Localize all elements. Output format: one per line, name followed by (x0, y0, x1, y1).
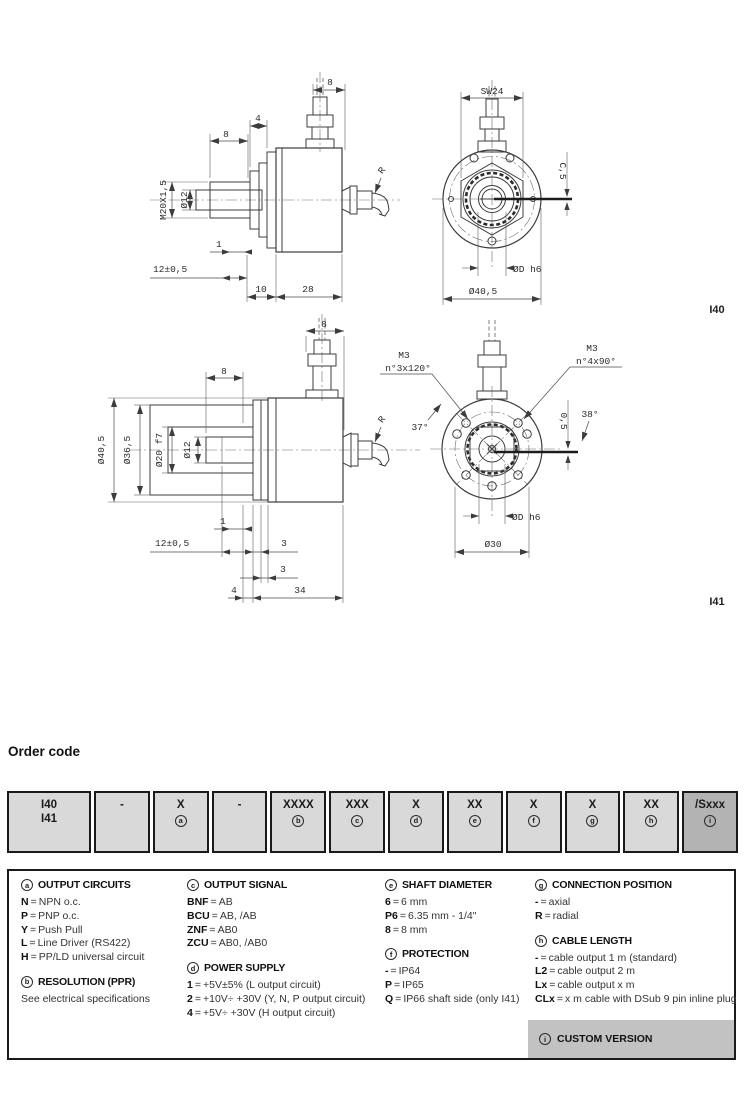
circled-letter-d: d (187, 962, 199, 974)
legend-item: P = IP65 (385, 979, 424, 992)
i41-dia20-label: Ø20 f7 (154, 432, 165, 468)
legend-note: See electrical specifications (21, 992, 150, 1005)
cell-value: X (588, 799, 597, 811)
order-code-cell-e (447, 791, 503, 853)
circled-letter-d: d (410, 815, 422, 827)
circled-letter-i: i (539, 1033, 551, 1045)
i41-dim-8-shaft: 8 (221, 366, 227, 377)
order-code-table (7, 791, 738, 853)
i41-m3-90-line1: M3 (586, 343, 598, 354)
circled-letter-c: c (351, 815, 363, 827)
i40-dim-8-bush: 8 (223, 129, 229, 140)
legend-item: L = Line Driver (RS422) (21, 937, 131, 950)
i40-dia405-label: Ø40,5 (468, 286, 498, 297)
i40-model-label: I40 (709, 304, 725, 316)
section-title: RESOLUTION (PPR) (38, 975, 136, 988)
order-code-cell-dash1 (94, 791, 150, 853)
order-code-cell-c (329, 791, 385, 853)
cell-value: /Sxxx (695, 799, 726, 811)
i41-dim-4: 4 (231, 585, 237, 596)
i41-dim-3b: 3 (280, 564, 286, 575)
section-title: CONNECTION POSITION (552, 879, 672, 891)
i40-dim-1: 1 (216, 239, 222, 250)
circled-letter-a: a (175, 815, 187, 827)
legend-item: 6 = 6 mm (385, 896, 428, 908)
order-code-cell-custom (682, 791, 738, 853)
i41-shaft-length: 12±0,5 (155, 538, 190, 549)
i41-dim-3a: 3 (281, 538, 287, 549)
section-title: CUSTOM VERSION (557, 1033, 653, 1045)
i40-chamfer-label: C,5 (557, 162, 568, 180)
order-code-cell-model (7, 791, 91, 853)
section-title: OUTPUT CIRCUITS (38, 879, 131, 891)
i40-shaft-length: 12±0,5 (153, 264, 188, 275)
i41-angle-37: 37° (411, 422, 429, 433)
i40-dim-8-gland: 8 (327, 77, 333, 88)
cell-value: X (412, 799, 420, 811)
order-code-cell-d (388, 791, 444, 853)
section-title: POWER SUPPLY (204, 962, 286, 975)
model-i40: I40 (41, 799, 57, 811)
circled-letter-e: e (385, 879, 397, 891)
i41-front-view (380, 320, 622, 558)
circled-letter-a: a (21, 879, 33, 891)
section-connection-position (535, 879, 733, 924)
legend-item: P = PNP o.c. (21, 909, 80, 922)
section-protection (385, 948, 531, 1006)
legend-item: H = PP/LD universal circuit (21, 951, 145, 964)
section-output-signal (187, 879, 379, 951)
cell-value: XXXX (283, 799, 314, 811)
cell-value: X (529, 799, 538, 811)
section-title: PROTECTION (402, 948, 469, 961)
i41-dia12-label: Ø12 (182, 441, 193, 459)
i41-dim-34: 34 (294, 585, 306, 596)
i40-dim-28: 28 (302, 284, 314, 295)
i41-dia30-label: Ø30 (484, 539, 502, 550)
i41-model-label: I41 (709, 596, 725, 608)
i41-dim-8-gland: 8 (321, 319, 327, 330)
legend-item: Q = IP66 shaft side (only I41) (385, 992, 520, 1005)
order-code-cell-g (565, 791, 621, 853)
circled-letter-i: i (704, 815, 716, 827)
i41-dia405-label: Ø40,5 (96, 435, 107, 465)
legend-item: 2 = +10V÷ +30V (Y, N, P output circuit) (187, 992, 366, 1005)
section-custom-version (528, 1020, 734, 1058)
legend-item: ZCU = AB0, /AB0 (187, 937, 268, 950)
i41-cable-r-label: R (375, 414, 389, 426)
legend-column-4 (535, 879, 737, 1018)
order-code-cell-dash2 (212, 791, 268, 853)
i41-m3-90-line2: n°4x90° (576, 356, 616, 367)
order-code-cell-f (506, 791, 562, 853)
legend-item: Lx = cable output x m (535, 979, 635, 992)
order-code-cell-h (623, 791, 679, 853)
i40-cable-r-label: R (375, 165, 389, 177)
legend-item: BCU = AB, /AB (187, 909, 257, 922)
cell-value: XXX (345, 799, 369, 811)
i40-thread-label: M20X1,5 (158, 180, 169, 220)
order-code-title: Order code (8, 744, 81, 759)
circled-letter-h: h (645, 815, 657, 827)
i41-dim-05: 0,5 (558, 412, 569, 430)
i40-front-view (432, 80, 572, 305)
circled-letter-f: f (528, 815, 540, 827)
section-title: OUTPUT SIGNAL (204, 879, 288, 891)
cell-value: - (237, 799, 242, 811)
i41-m3-120-line1: M3 (398, 350, 410, 361)
section-cable-length (535, 934, 737, 1007)
order-code-cell-a (153, 791, 209, 853)
i41-dia365-label: Ø36,5 (122, 435, 133, 465)
cell-value: - (119, 799, 124, 811)
circled-letter-b: b (292, 815, 304, 827)
section-shaft-diameter (385, 879, 531, 937)
legend-item: ZNF = AB0 (187, 923, 238, 936)
cell-value: XX (467, 799, 483, 811)
legend-column-3 (385, 879, 531, 1018)
legend-item: 4 = +5V÷ +30V (H output circuit) (187, 1006, 336, 1019)
i40-dim-4: 4 (255, 113, 261, 124)
i41-shaft-dia-label: ØD h6 (512, 512, 541, 523)
legend-column-1 (21, 879, 183, 1018)
legend-item: CLx = x m cable with DSub 9 pin inline plug (535, 992, 737, 1005)
legend-item: BNF = AB (187, 896, 233, 908)
legend-column-2 (187, 879, 379, 1032)
order-code-legend (7, 869, 736, 1060)
i40-dim-10: 10 (255, 284, 267, 295)
section-power-supply (187, 962, 379, 1020)
section-title: CABLE LENGTH (552, 934, 632, 947)
i40-sw24-label: SW24 (480, 86, 504, 97)
circled-letter-c: c (187, 879, 199, 891)
section-title: SHAFT DIAMETER (402, 879, 492, 891)
legend-item: Y = Push Pull (21, 923, 83, 936)
legend-item: P6 = 6.35 mm - 1/4" (385, 909, 477, 922)
circled-letter-b: b (21, 976, 33, 988)
circled-letter-f: f (385, 948, 397, 960)
section-resolution (21, 976, 183, 1007)
circled-letter-g: g (586, 815, 598, 827)
legend-item: 8 = 8 mm (385, 923, 428, 936)
legend-item: - = axial (535, 896, 571, 908)
legend-item: - = cable output 1 m (standard) (535, 951, 678, 964)
i41-dim-1: 1 (220, 516, 226, 527)
circled-letter-h: h (535, 935, 547, 947)
i41-angle-38: 38° (581, 409, 599, 420)
section-output-circuits (21, 879, 183, 965)
i40-dia12-label: Ø12 (179, 191, 190, 209)
legend-item: R = radial (535, 909, 579, 922)
i41-side-view (96, 314, 420, 603)
legend-item: L2 = cable output 2 m (535, 965, 636, 978)
i41-m3-120-line2: n°3x120° (385, 363, 431, 374)
cell-value: X (176, 799, 185, 811)
legend-item: 1 = +5V±5% (L output circuit) (187, 979, 321, 992)
i40-shaft-dia-label: ØD h6 (513, 264, 542, 275)
circled-letter-e: e (469, 815, 481, 827)
i40-side-view (150, 72, 400, 302)
legend-item: - = IP64 (385, 965, 421, 978)
circled-letter-g: g (535, 879, 547, 891)
order-code-cell-b (270, 791, 326, 853)
cell-value: XX (643, 799, 659, 811)
legend-item: N = NPN o.c. (21, 896, 81, 908)
model-i41: I41 (41, 813, 57, 825)
